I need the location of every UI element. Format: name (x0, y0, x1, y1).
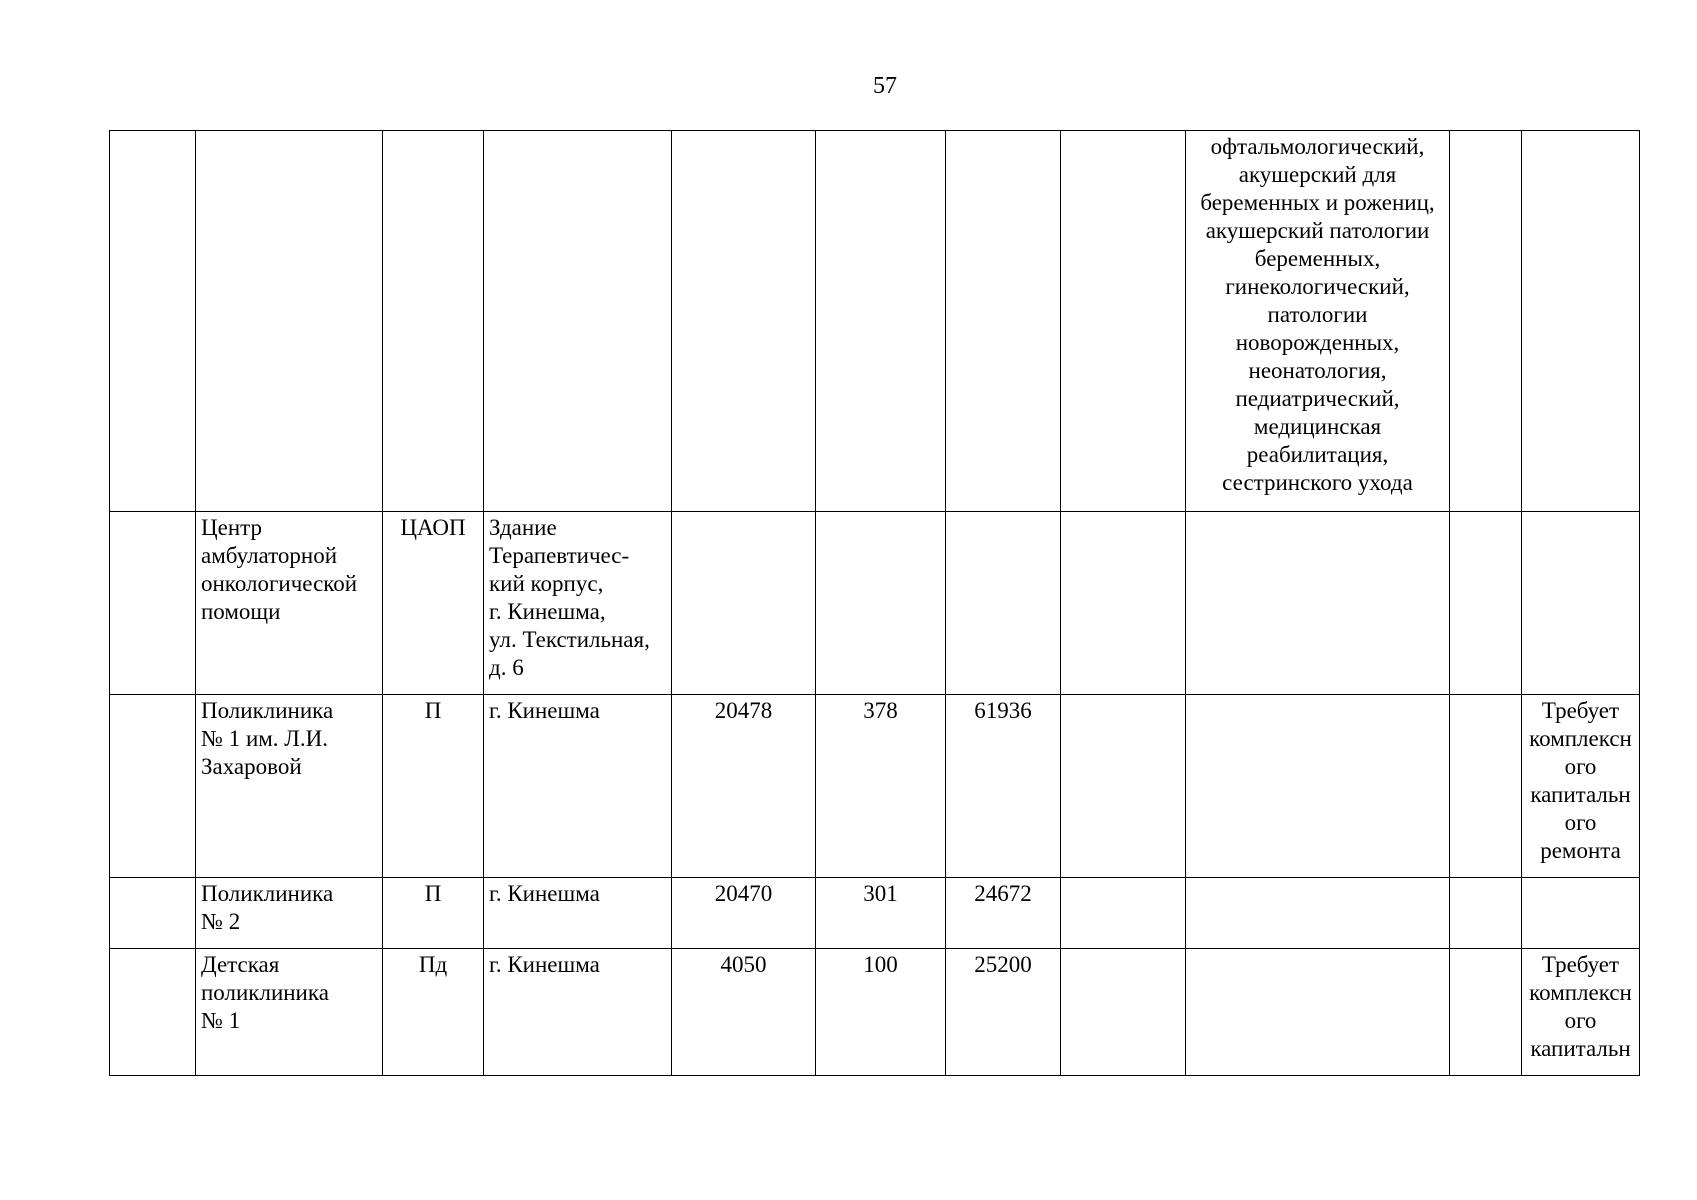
cell-address: Здание Терапевтичес- кий корпус, г. Кинешма, ул. Текстильная, д. 6 (484, 512, 672, 695)
cell-value-3: 25200 (946, 949, 1061, 1076)
facilities-table (109, 130, 1640, 1076)
cell-address: г. Кинешма (484, 878, 672, 949)
cell-note (1522, 512, 1640, 695)
cell-address (484, 131, 672, 512)
cell-number (110, 695, 196, 878)
cell-address: г. Кинешма (484, 695, 672, 878)
cell-type: П (383, 695, 484, 878)
cell-type (383, 131, 484, 512)
cell-col-8 (1061, 695, 1186, 878)
table-row (110, 131, 1640, 512)
table-row (110, 695, 1640, 878)
cell-note: Требует комплексн ого капитальн ого ремонта (1522, 695, 1640, 878)
cell-col-10 (1450, 131, 1522, 512)
cell-note (1522, 878, 1640, 949)
cell-col-8 (1061, 878, 1186, 949)
cell-name: Детская поликлиника № 1 (196, 949, 383, 1076)
cell-name: Поликлиника № 1 им. Л.И. Захаровой (196, 695, 383, 878)
cell-value-3: 24672 (946, 878, 1061, 949)
cell-value-2: 378 (816, 695, 946, 878)
cell-value-2: 100 (816, 949, 946, 1076)
cell-name (196, 131, 383, 512)
cell-value-1 (672, 512, 816, 695)
cell-type: Пд (383, 949, 484, 1076)
cell-note: Требует комплексн ого капитальн (1522, 949, 1640, 1076)
cell-type: ЦАОП (383, 512, 484, 695)
cell-value-1 (672, 131, 816, 512)
cell-col-8 (1061, 131, 1186, 512)
cell-profiles (1186, 878, 1450, 949)
cell-number (110, 878, 196, 949)
cell-name: Поликлиника № 2 (196, 878, 383, 949)
cell-number (110, 131, 196, 512)
cell-value-2 (816, 131, 946, 512)
cell-value-3: 61936 (946, 695, 1061, 878)
cell-type: П (383, 878, 484, 949)
cell-col-10 (1450, 512, 1522, 695)
cell-number (110, 949, 196, 1076)
table-row (110, 878, 1640, 949)
cell-col-8 (1061, 512, 1186, 695)
page-number: 57 (873, 73, 897, 99)
cell-profiles (1186, 949, 1450, 1076)
cell-value-3 (946, 131, 1061, 512)
cell-col-8 (1061, 949, 1186, 1076)
cell-col-10 (1450, 949, 1522, 1076)
cell-col-10 (1450, 695, 1522, 878)
table-row (110, 512, 1640, 695)
cell-address: г. Кинешма (484, 949, 672, 1076)
cell-value-2: 301 (816, 878, 946, 949)
cell-profiles: офтальмологический, акушерский для беременных и рожениц, акушерский патологии беременных, гинекологический, патологии новорожденных, неонатология, педиатрический, медицинская реабилитация, сестринского ухода (1186, 131, 1450, 512)
cell-value-1: 20470 (672, 878, 816, 949)
cell-note (1522, 131, 1640, 512)
cell-profiles (1186, 512, 1450, 695)
cell-name: Центр амбулаторной онкологической помощи (196, 512, 383, 695)
cell-profiles (1186, 695, 1450, 878)
cell-value-1: 20478 (672, 695, 816, 878)
cell-value-3 (946, 512, 1061, 695)
cell-value-2 (816, 512, 946, 695)
table-row (110, 949, 1640, 1076)
cell-number (110, 512, 196, 695)
cell-value-1: 4050 (672, 949, 816, 1076)
cell-col-10 (1450, 878, 1522, 949)
